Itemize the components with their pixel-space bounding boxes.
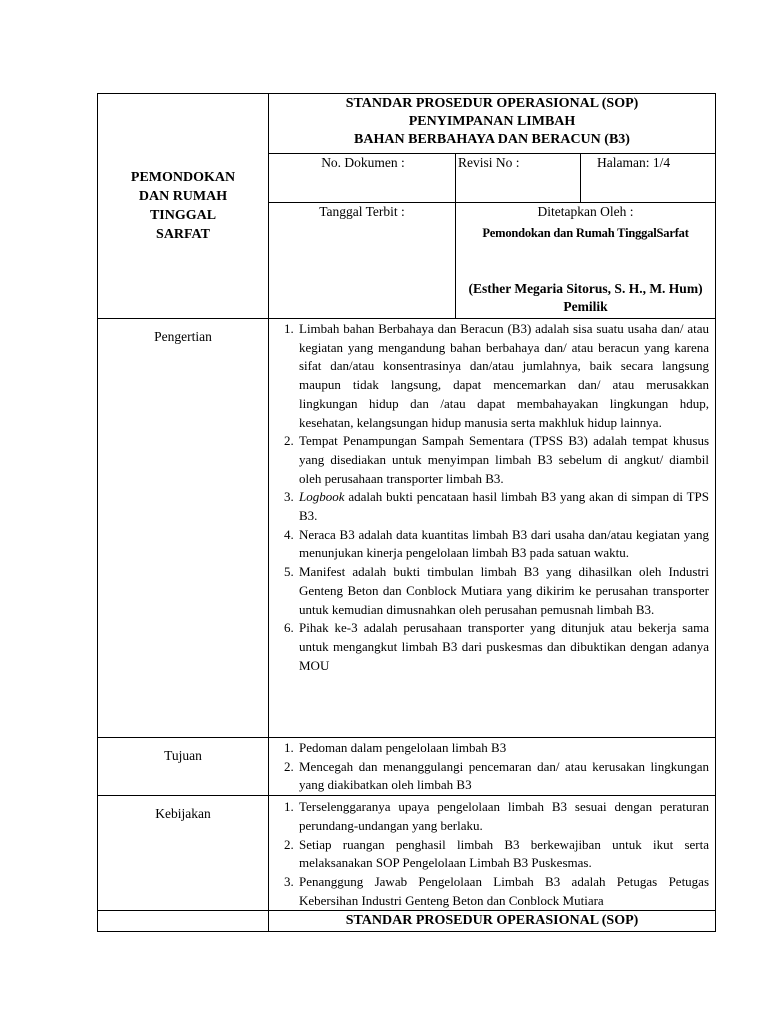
definition-label: Pengertian bbox=[154, 329, 212, 344]
list-item: 1. Terselenggaranya upaya pengelolaan limbah B3 sesuai dengan peraturan perundang-undangan yang berlaku. bbox=[297, 798, 709, 835]
assigned-by-label: Ditetapkan Oleh : bbox=[537, 204, 634, 219]
list-item: 3. Penanggung Jawab Pengelolaan Limbah B3 adalah Petugas Petugas Kebersihan Industri Genteng Beton dan Conblock Mutiara bbox=[297, 873, 709, 910]
document-title bbox=[269, 94, 716, 154]
list-item: 2. Setiap ruangan penghasil limbah B3 berkewajiban untuk ikut serta melaksanakan SOP Pengelolaan Limbah B3 Puskesmas. bbox=[297, 836, 709, 873]
list-item: 4. Neraca B3 adalah data kuantitas limbah B3 dari usaha dan/atau kegiatan yang menunjukan kinerja pengelolaan limbah B3 pada satuan waktu. bbox=[297, 526, 709, 563]
logbook-term: Logbook bbox=[299, 489, 345, 505]
assigned-person-role: Pemilik bbox=[563, 299, 608, 314]
assigned-by-cell bbox=[456, 203, 716, 319]
organization-line: SARFAT bbox=[156, 227, 210, 242]
purpose-label: Tujuan bbox=[164, 748, 202, 763]
purpose-list bbox=[269, 738, 715, 795]
definition-label-cell bbox=[98, 319, 269, 738]
purpose-content bbox=[269, 738, 716, 796]
assigned-organization: Pemondokan dan Rumah TinggalSarfat bbox=[482, 226, 689, 240]
organization-line: PEMONDOKAN bbox=[130, 170, 236, 185]
title-line: BAHAN BERBAHAYA DAN BERACUN (B3) bbox=[354, 132, 630, 147]
sop-document bbox=[97, 93, 715, 932]
issue-date-label: Tanggal Terbit : bbox=[319, 204, 405, 219]
organization-line: TINGGAL bbox=[149, 208, 217, 223]
list-item: 6. Pihak ke-3 adalah perusahaan transporter yang ditunjuk atau bekerja sama untuk mengangkut limbah B3 dari puskesmas dan dibuktikan dengan adanya MOU bbox=[297, 619, 709, 675]
list-item: 1. Pedoman dalam pengelolaan limbah B3 bbox=[297, 739, 709, 758]
organization-line: DAN RUMAH bbox=[138, 189, 228, 204]
policy-list bbox=[269, 796, 715, 910]
revision-cell bbox=[456, 154, 581, 203]
page-number-cell bbox=[581, 154, 716, 203]
organization-name bbox=[98, 94, 269, 319]
list-item: 1. Limbah bahan Berbahaya dan Beracun (B3) adalah sisa suatu usaha dan/ atau kegiatan yang mengandung bahan berbahaya dan/ atau beracun yang karena sifat dan/atau konsentrasinya dan/atau jumlahnya, baik secara langsung maupun tidak langsung, dapat mencemarkan dan/ atau merusakkan lingkungan hidup dan /atau dapat membahayakan lingkungan hdup, kesehatan, kelangsungan hidup manusia serta makhluk hidup lainnya. bbox=[297, 320, 709, 432]
list-item: 2. Mencegah dan menanggulangi pencemaran dan/ atau kerusakan lingkungan yang diakibatkan oleh limbah B3 bbox=[297, 758, 709, 795]
title-line: STANDAR PROSEDUR OPERASIONAL (SOP) bbox=[345, 96, 639, 111]
document-number-cell bbox=[269, 154, 456, 203]
list-item: 2. Tempat Penampungan Sampah Sementara (TPSS B3) adalah tempat khusus yang disediakan untuk menyimpan limbah B3 sebelum di angkut/ diambil oleh perusahaan transporter limbah B3. bbox=[297, 432, 709, 488]
page-number-label: Halaman: 1/4 bbox=[597, 155, 671, 170]
purpose-label-cell bbox=[98, 738, 269, 796]
assigned-person-name: (Esther Megaria Sitorus, S. H., M. Hum) bbox=[468, 281, 703, 296]
policy-content bbox=[269, 796, 716, 911]
list-item bbox=[297, 488, 709, 525]
footer-title: STANDAR PROSEDUR OPERASIONAL (SOP) bbox=[345, 913, 639, 929]
policy-label: Kebijakan bbox=[155, 806, 211, 822]
document-number-label: No. Dokumen : bbox=[321, 155, 405, 170]
definition-content bbox=[269, 319, 716, 738]
definition-list bbox=[269, 319, 715, 675]
footer-title-cell bbox=[269, 911, 716, 932]
list-item: 5. Manifest adalah bukti timbulan limbah B3 yang dihasilkan oleh Industri Genteng Beton dan Conblock Mutiara yang dikirim ke perusahan transporter untuk kemudian dimusnahkan oleh perusahan pemusnah limbah B3. bbox=[297, 563, 709, 619]
revision-label: Revisi No : bbox=[458, 155, 520, 170]
policy-label-cell bbox=[98, 796, 269, 911]
footer-empty-cell bbox=[98, 911, 269, 932]
sop-table bbox=[97, 93, 716, 932]
issue-date-cell bbox=[269, 203, 456, 319]
logbook-definition: adalah bukti pencataan hasil limbah B3 yang akan di simpan di TPS B3. bbox=[299, 489, 710, 524]
title-line: PENYIMPANAN LIMBAH bbox=[408, 114, 576, 129]
